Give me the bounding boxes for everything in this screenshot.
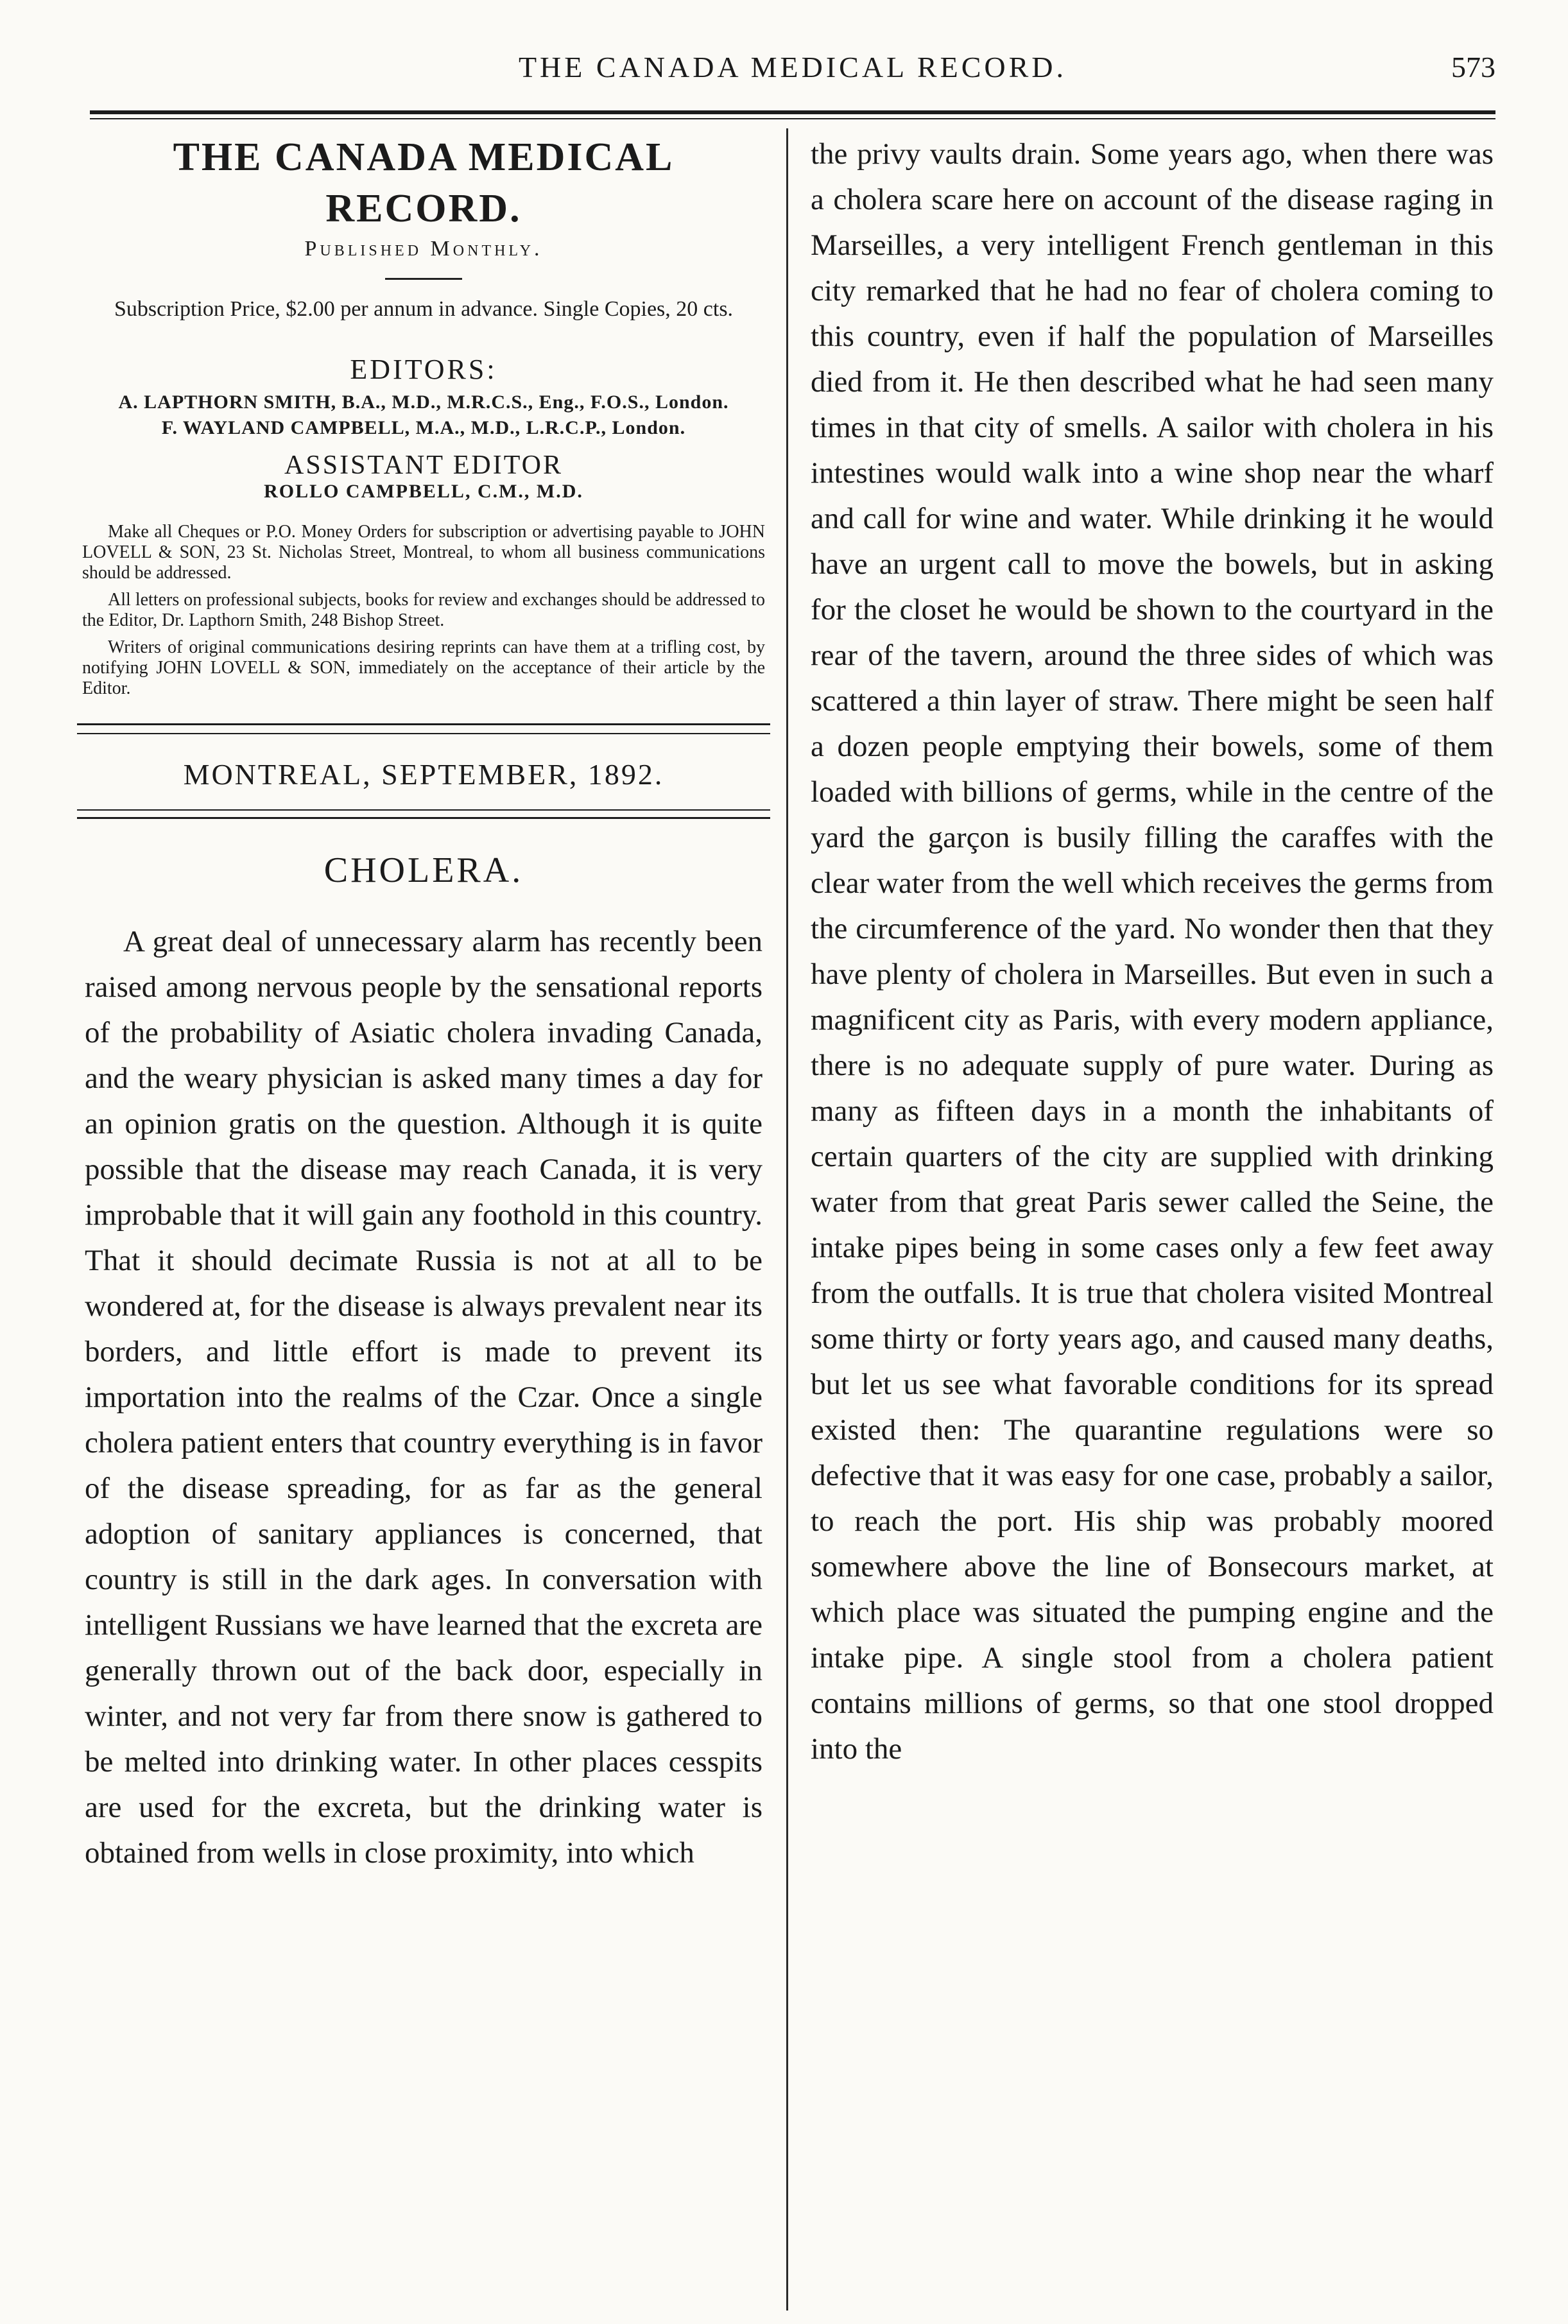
masthead-title: THE CANADA MEDICAL RECORD. bbox=[173, 135, 675, 230]
masthead-double-rule bbox=[77, 723, 770, 734]
notice-letters: All letters on professional subjects, books for review and exchanges should be addressed to the Editor, Dr. Lapthorn Smith, 248 Bishop Street. bbox=[82, 590, 765, 630]
editor-2: F. WAYLAND CAMPBELL, M.A., M.D., L.R.C.P., London. bbox=[161, 417, 686, 438]
notice-reprints: Writers of original communications desiring reprints can have them at a trifling cost, by notifying JOHN LOVELL & SON, immediately on the acceptance of their article by the Editor. bbox=[82, 637, 765, 698]
article-title: CHOLERA. bbox=[323, 850, 524, 890]
assistant-editor-name: ROLLO CAMPBELL, C.M., M.D. bbox=[264, 481, 583, 502]
right-column bbox=[806, 132, 1499, 1772]
masthead-short-rule bbox=[385, 278, 462, 280]
article-paragraph-right: the privy vaults drain. Some years ago, when there was a cholera scare here on account of the disease raging in Marseilles, a very intelligent French gentleman in this city remarked that he had no fear of cholera coming to this country, even if half the population of Marseilles died from it. He then described what he had seen many times in that city of smells. A sailor with cholera in his intestines would walk into a wine shop near the wharf and call for wine and water. While drinking it he would have an urgent call to move the bowels, but in asking for the closet he would be shown to the courtyard in the rear of the tavern, around the three sides of which was scattered a thin layer of straw. There might be seen half a dozen people emptying their bowels, some of them loaded with billions of germs, while in the centre of the yard the garçon is busily filling the caraffes with the clear water from the well which receives the germs from the circumference of the yard. No wonder then that they have plenty of cholera in Marseilles. But even in such a magnificent city as Paris, with every modern appliance, there is no adequate supply of pure water. During as many as fifteen days in a month the inhabitants of certain quarters of the city are supplied with drinking water from that great Paris sewer called the Seine, the intake pipes being in some cases only a few feet away from the outfalls. It is true that cholera visited Montreal some thirty or forty years ago, and caused many deaths, but let us see what favorable conditions for its spread existed then: The quarantine regulations were so defective that it was easy for one case, probably a sailor, to reach the port. His ship was probably moored somewhere above the line of Bonsecours market, at which place was situated the pumping engine and the intake pipe. A single stool from a cholera patient contains millions of germs, so that one stool dropped into the bbox=[811, 137, 1494, 1766]
article-paragraph-left: A great deal of unnecessary alarm has recently been raised among nervous people by the sensational reports of the probability of Asiatic cholera invading Canada, and the weary physician is asked many times a day for an opinion gratis on the question. Although it is quite possible that the disease may reach Canada, it is very improbable that it will gain any foothold in this country. That it should decimate Russia is not at all to be wondered at, for the disease is always prevalent near its borders, and little effort is made to prevent its importation into the realms of the Czar. Once a single cholera patient enters that country everything is in favor of the disease spreading, for as far as the general adoption of sanitary appliances is concerned, that country is still in the dark ages. In conversation with intelligent Russians we have learned that the excreta are generally thrown out of the back door, especially in winter, and not very far from there snow is gathered to be melted into drinking water. In other places cesspits are used for the excreta, but the drinking water is obtained from wells in close proximity, into which bbox=[85, 925, 762, 1870]
subscription-price: Subscription Price, $2.00 per annum in advance. Single Copies, 20 cts. bbox=[114, 297, 734, 321]
editors-heading: EDITORS: bbox=[350, 354, 497, 385]
running-head-title: THE CANADA MEDICAL RECORD. bbox=[518, 51, 1067, 83]
notice-payments: Make all Cheques or P.O. Money Orders for subscription or advertising payable to JOHN LOVELL & SON, 23 St. Nicholas Street, Montreal, to whom all business communications should be addressed. bbox=[82, 522, 765, 583]
editor-1: A. LAPTHORN SMITH, B.A., M.D., M.R.C.S., Eng., F.O.S., London. bbox=[118, 392, 729, 413]
column-divider bbox=[786, 128, 788, 2311]
dateline: MONTREAL, SEPTEMBER, 1892. bbox=[183, 758, 664, 791]
assistant-editor-heading: ASSISTANT EDITOR bbox=[284, 451, 563, 480]
header-rule-thick bbox=[90, 110, 1495, 114]
left-column bbox=[77, 132, 770, 1876]
masthead-published: Published Monthly. bbox=[304, 237, 543, 261]
header-rule-thin bbox=[90, 118, 1495, 119]
dateline-double-rule bbox=[77, 809, 770, 819]
running-head bbox=[90, 50, 1495, 95]
page-number: 573 bbox=[1451, 51, 1495, 83]
